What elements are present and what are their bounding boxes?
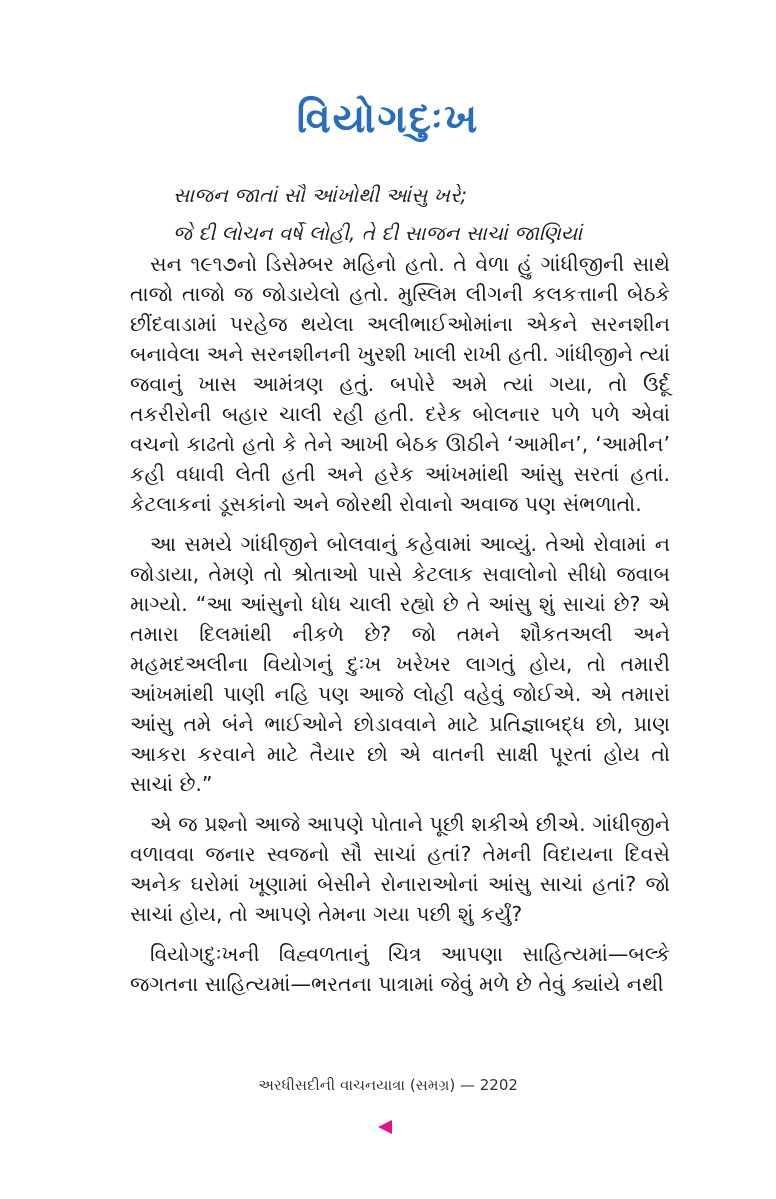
paragraph-1: સન ૧૯૧૭નો ડિસેમ્બર મહિનો હતો. તે વેળા હું ગાંધીજીની સાથે તાજો તાજો જ જોડાયેલો હતો. મુસ્લિમ લીગની કલકત્તાની બેઠકે છીંદવાડામાં પરહેજ થયેલા અલીભાઈઓમાંના એકને સરનશીન બનાવેલા અને સરનશીનની ખુરશી ખાલી રાખી હતી. ગાંધીજીને ત્યાં જવાનું ખાસ આમંત્રણ હતું. બપોરે અમે ત્યાં ગયા, તો ઉર્દૂ તકરીરોની બહાર ચાલી રહી હતી. દરેક બોલનાર પળે પળે એવાં વચનો કાઢતો હતો કે તેને આખી બેઠક ઊઠીને ‘આમીન’, ‘આમીન’ કહી વધાવી લેતી હતી અને હરેક આંખમાંથી આંસુ સરતાં હતાં. કેટલાકનાં ડૂસકાંનો અને જોરથી રોવાનો અવાજ પણ સંભળાતો.: [130, 252, 670, 516]
previous-page-triangle-left-icon[interactable]: [378, 1120, 392, 1134]
paragraph-3: એ જ પ્રશ્નો આજે આપણે પોતાને પૂછી શકીએ છીએ. ગાંધીજીને વળાવવા જનાર સ્વજનો સૌ સાચાં હતાં? તેમની વિદાયના દિવસે અનેક ઘરોમાં ખૂણામાં બેસીને રોનારાઓનાં આંસુ સાચાં હતાં? જો સાચાં હોય, તો આપણે તેમના ગયા પછી શું કર્યું?: [130, 812, 670, 926]
verse-line-2: જે દી લોચન વર્ષે લોહી, તે દી સાજન સાચાં જાણિયાં: [173, 221, 583, 245]
epigraph-verse: [173, 176, 733, 252]
body-text: [130, 249, 670, 1009]
paragraph-2: આ સમયે ગાંધીજીને બોલવાનું કહેવામાં આવ્યું. તેઓ રોવામાં ન જોડાયા, તેમણે તો શ્રોતાઓ પાસે કેટલાક સવાલોનો સીધો જવાબ માગ્યો. “આ આંસુનો ધોધ ચાલી રહ્યો છે તે આંસુ શું સાચાં છે? એ તમારા દિલમાંથી નીકળે છે? જો તમને શૌકતઅલી અને મહમદઅલીના વિયોગનું દુઃખ ખરેખર લાગતું હોય, તો તમારી આંખમાંથી પાણી નહિ પણ આજે લોહી વહેવું જોઈએ. એ તમારાં આંસુ તમે બંને ભાઈઓને છોડાવવાને માટે પ્રતિજ્ઞાબદ્ધ છો, પ્રાણ આકરા કરવાને માટે તૈયાર છો એ વાતની સાક્ષી પૂરતાં હોય તો સાચાં છે.”: [130, 532, 670, 796]
verse-line-1: સાજન જાતાં સૌ આંખોથી આંસુ ખરે;: [173, 183, 468, 207]
paragraph-4: વિયોગદુઃખની વિહ્વળતાનું ચિત્ર આપણા સાહિત્યમાં—બલ્કે જગતના સાહિત્યમાં—ભરતના પાત્રામાં જેવું મળે છે તેવું ક્યાંયે નથી: [130, 942, 670, 996]
page-title: વિયોગદુઃખ: [296, 96, 480, 142]
page-footer: અરધીસદીની વાચનયાત્રા (સમગ્ર) — 2202: [258, 1076, 518, 1094]
